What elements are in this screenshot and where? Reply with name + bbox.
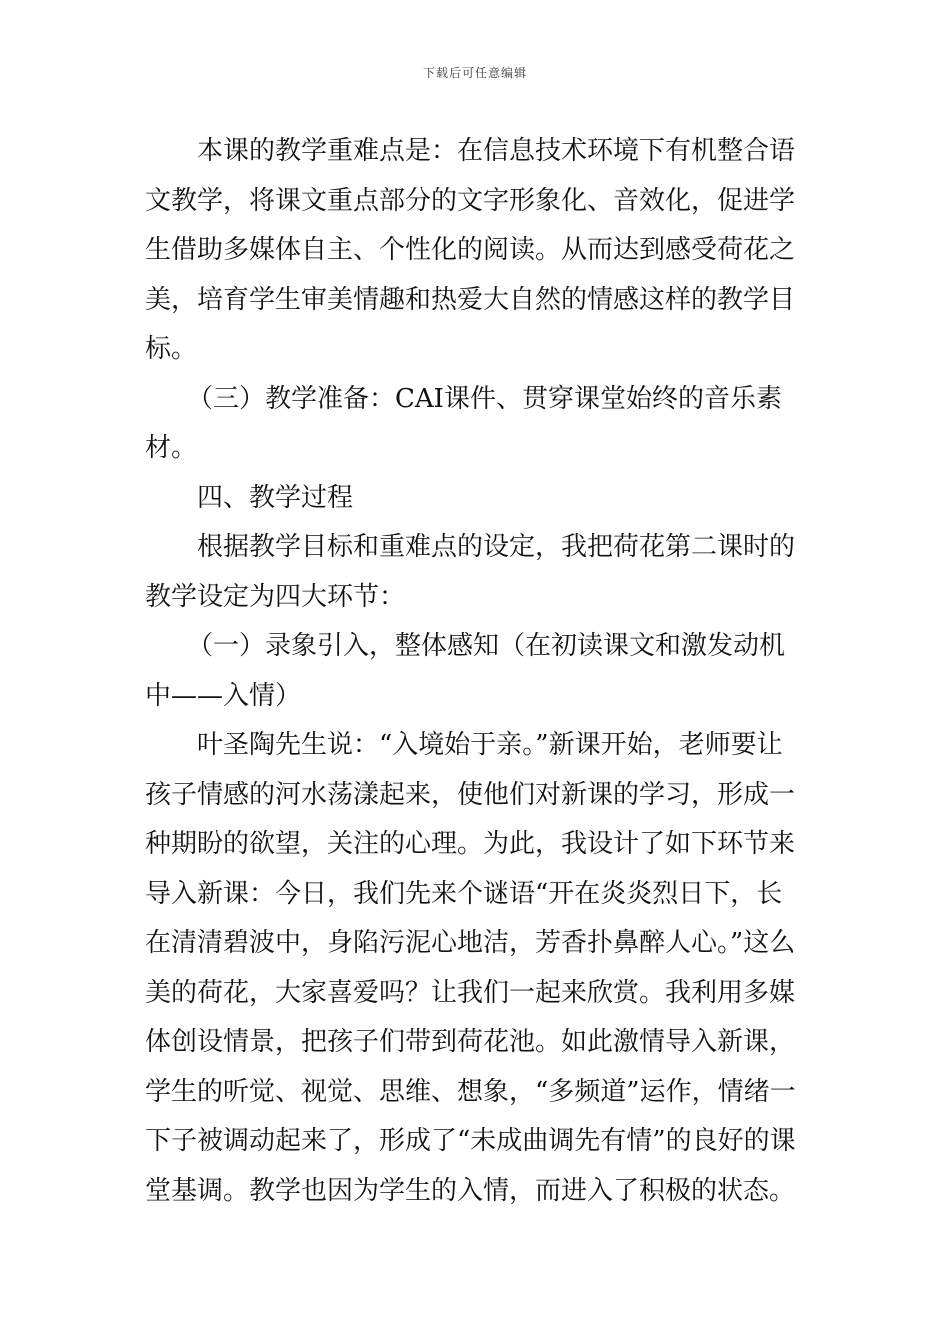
section-heading-teaching-process: 四、教学过程	[197, 482, 354, 513]
paragraph-key-points: 本课的教学重难点是：在信息技术环境下有机整合语文教学，将课文重点部分的文字形象化、音效化，促进学生借助多媒体自主、个性化的阅读。从而达到感受荷花之美，培育学生审美情趣和热爱大自然的情感这样的教学目标。	[145, 136, 796, 364]
paragraph-four-stages: 根据教学目标和重难点的设定，我把荷花第二课时的教学设定为四大环节：	[145, 532, 796, 612]
document-body	[145, 127, 805, 1216]
page-header-note: 下载后可任意编辑	[422, 66, 527, 80]
subsection-heading-video-intro: （一）录象引入，整体感知（在初读课文和激发动机中——入情）	[145, 631, 786, 711]
paragraph-preparation: （三）教学准备：CAI课件、贯穿课堂始终的音乐素材。	[145, 383, 782, 463]
paragraph-intro-description: 叶圣陶先生说：“入境始于亲。”新课开始，老师要让孩子情感的河水荡漾起来，使他们对新课的学习，形成一种期盼的欲望，关注的心理。为此，我设计了如下环节来导入新课：今日，我们先来个谜语“开在炎炎烈日下，长在清清碧波中，身陷污泥心地洁，芳香扑鼻醉人心。”这么美的荷花，大家喜爱吗？让我们一起来欣赏。我利用多媒体创设情景，把孩子们带到荷花池。如此激情导入新课，学生的听觉、视觉、思维、想象，“多频道”运作，情绪一下子被调动起来了，形成了“未成曲调先有情”的良好的课堂基调。教学也因为学生的入情，而进入了积极的状态。	[145, 730, 796, 1206]
